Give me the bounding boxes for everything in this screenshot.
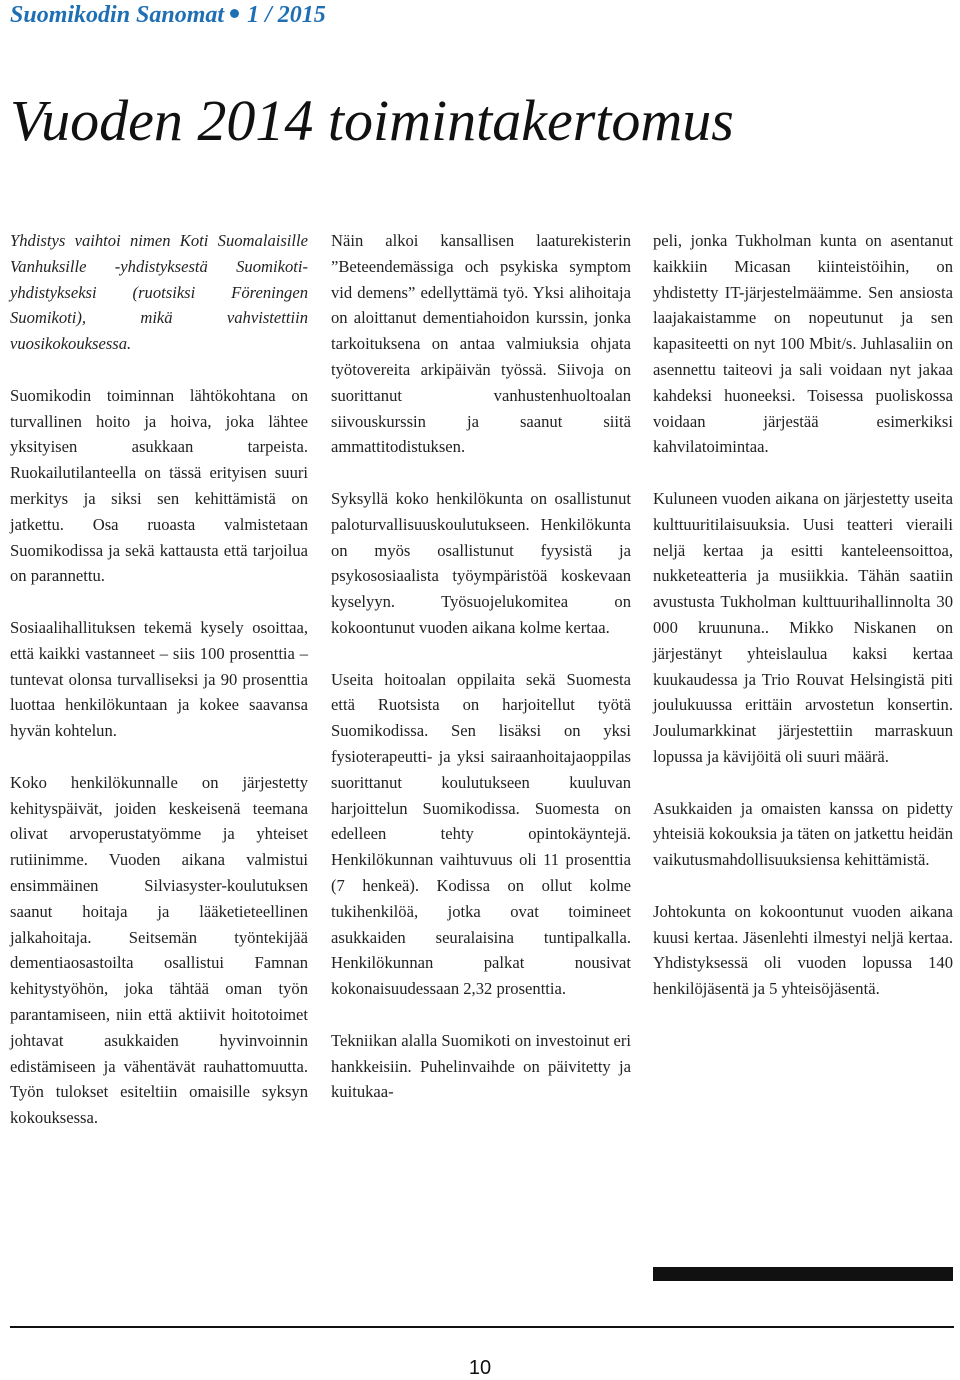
paragraph: Useita hoitoalan oppilaita sekä Suomesta että Ruotsista on harjoitellut työtä Suomikodissa. Sen lisäksi on yksi fysioterapeutti- ja yksi sairaanhoitajaoppilas suorittanut koulutukseen kuuluvan harjoittelun Suomikodissa. Suomesta on edelleen tehty opintokäyntejä. Henkilökunnan vaihtuvuus oli 11 prosenttia (7 henkeä). Kodissa on ollut kolme tukihenkilöä, jotka ovat toimineet asukkaiden seuralaisina tuntipalkalla. Henkilökunnan palkat nousivat kokonaisuudessaan 2,32 prosenttia. xyxy=(331,669,631,999)
paragraph: peli, jonka Tukholman kunta on asentanut kaikkiin Micasan kiinteistöihin, on yhdistetty IT-järjestelmäämme. Sen ansiosta laajakaistamme on nopeutunut ja sen kapasiteetti on nyt 100 Mbit/s. Juhlasaliin on asennettu taiteovi ja sali voidaan nyt jakaa kahdeksi huoneeksi. Toisessa puoliskossa voidaan järjestää esimerkiksi kahvilatoimintaa. xyxy=(653,231,953,457)
article-end-bar xyxy=(653,1267,953,1281)
page-number: 10 xyxy=(468,1357,492,1379)
article-title: Vuoden 2014 toimintakertomus xyxy=(10,88,734,153)
text-column-1 xyxy=(10,228,308,1131)
publication-name: Suomikodin Sanomat xyxy=(10,2,225,28)
paragraph: Asukkaiden ja omaisten kanssa on pidetty yhteisiä kokouksia ja täten on jatkettu heidän vaikutusmahdollisuuksiensa kehittämistä. xyxy=(653,798,953,870)
paragraph: Johtokunta on kokoontunut vuoden aikana kuusi kertaa. Jäsenlehti ilmestyi neljä kertaa. Yhdistyksessä oli vuoden lopussa 140 henkilöjäsentä ja 5 yhteisöjäsentä. xyxy=(653,901,953,999)
text-column-2 xyxy=(331,228,631,1105)
footer-rule xyxy=(10,1326,954,1328)
paragraph: Syksyllä koko henkilökunta on osallistunut paloturvallisuuskoulutukseen. Henkilökunta on myös osallistunut fyysistä ja psykososiaalista työympäristöä koskevaan kyselyyn. Työsuojelukomitea on kokoontunut vuoden aikana kolme kertaa. xyxy=(331,488,631,637)
intro-paragraph: Yhdistys vaihtoi nimen Koti Suomalaisille Vanhuksille -yhdistyksestä Suomikoti-yhdistykseksi (ruotsiksi Föreningen Suomikoti), mikä vahvistettiin vuosikokouksessa. xyxy=(10,231,308,354)
paragraph: Sosiaalihallituksen tekemä kysely osoittaa, että kaikki vastanneet – siis 100 prosenttia – tuntevat olonsa turvalliseksi ja 90 prosenttia luottaa henkilökuntaan ja kokee saavansa hyvän kohtelun. xyxy=(10,617,308,741)
masthead xyxy=(10,0,326,30)
text-column-3 xyxy=(653,228,953,1002)
paragraph: Tekniikan alalla Suomikoti on investoinut eri hankkeisiin. Puhelinvaihde on päivitetty ja kuitukaa- xyxy=(331,1030,631,1102)
issue-number: 1 / 2015 xyxy=(247,2,326,28)
paragraph: Suomikodin toiminnan lähtökohtana on turvallinen hoito ja hoiva, joka lähtee yksityisen asukkaan tarpeista. Ruokailutilanteella on tässä erityisen suuri merkitys ja siksi sen kehittämistä on jatkettu. Osa ruoasta valmistetaan Suomikodissa ja sekä kattausta että tarjoilua on parannettu. xyxy=(10,385,308,586)
bullet-dot-icon xyxy=(230,9,239,18)
paragraph: Koko henkilökunnalle on järjestetty kehityspäivät, joiden keskeisenä teemana olivat arvoperustatyömme ja yhteiset rutiinimme. Vuoden aikana valmistui ensimmäinen Silviasyster-koulutuksen saanut hoitaja ja lääketieteellinen jalkahoitaja. Seitsemän työntekijää dementiaosastoilta osallistui Famnan kehitystyöhön, joka tähtää oman työn parantamiseen, niin että aktiivit hoitotoimet johtavat asukkaiden hyvinvoinnin edistämiseen ja vähentävät rauhattomuutta. Työn tulokset esiteltiin omaisille syksyn kokouksessa. xyxy=(10,772,308,1128)
paragraph: Kuluneen vuoden aikana on järjestetty useita kulttuuritilaisuuksia. Uusi teatteri vieraili neljä kertaa ja esitti kanteleensoittoa, nukketeatteria ja musiikkia. Tähän saatiin avustusta Tukholman kulttuurihallinnolta 30 000 kruununa.. Mikko Niskanen on järjestänyt yhteislaulua kaksi kertaa kuukaudessa ja Trio Rouvat Helsingistä piti joulukuussa erittäin arvostetun konsertin. Joulumarkkinat järjestettiin marraskuun lopussa ja kävijöitä oli suuri määrä. xyxy=(653,488,953,766)
paragraph: Näin alkoi kansallisen laaturekisterin ”Beteendemässiga och psykiska symptom vid demens” edellyttämä työ. Yksi alihoitaja on aloittanut dementiahoidon kurssin, jonka tarkoituksena on antaa valmiuksia ohjata työtovereita arkipäivän työssä. Siivoja on suorittanut vanhustenhuoltoalan siivouskurssin ja saanut siitä ammattitodistuksen. xyxy=(331,231,631,457)
